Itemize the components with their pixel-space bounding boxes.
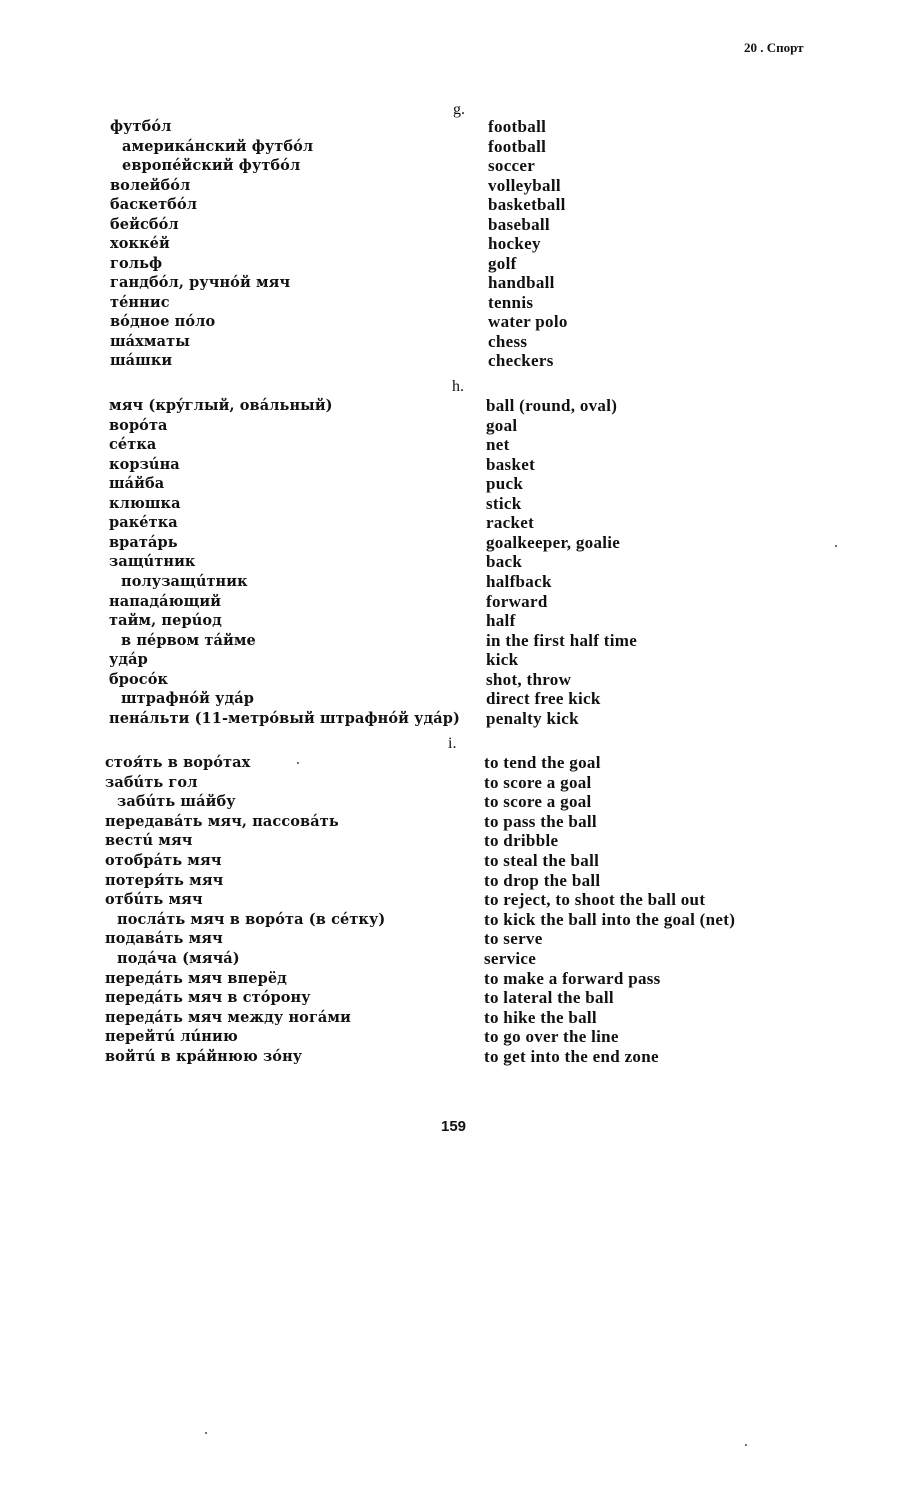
russian-term: волейбóл — [110, 176, 191, 194]
russian-term: европéйский футбóл — [122, 157, 301, 174]
english-term: halfback — [486, 571, 552, 591]
russian-term: мяч (крýглый, овáльный) — [109, 397, 333, 414]
english-term: penalty kick — [486, 708, 579, 728]
russian-term: отобрáть мяч — [105, 852, 222, 869]
russian-term: забúть гол — [105, 773, 198, 791]
english-term: to serve — [484, 929, 543, 949]
english-term: to make a forward pass — [484, 968, 661, 988]
english-term: service — [484, 949, 537, 968]
russian-term: передáть мяч между ногáми — [105, 1008, 351, 1026]
russian-term: стоя́ть в ворóтах — [105, 754, 251, 771]
english-term: to score a goal — [484, 792, 592, 812]
russian-term: передáть мяч вперёд — [105, 969, 287, 987]
russian-term: шáшки — [110, 352, 173, 369]
english-term: tennis — [488, 292, 534, 312]
scan-speck — [835, 545, 837, 547]
section-letter: h. — [452, 378, 464, 395]
english-term: volleyball — [488, 175, 561, 195]
english-term: net — [486, 435, 510, 455]
english-term: to steal the ball — [484, 851, 600, 870]
english-term: hockey — [488, 234, 541, 253]
scan-speck — [205, 1432, 207, 1434]
russian-term: бросóк — [109, 670, 169, 688]
english-term: checkers — [488, 351, 554, 370]
russian-term: ворóта — [109, 416, 168, 434]
russian-term: ракéтка — [109, 514, 178, 532]
english-term: to dribble — [484, 831, 559, 851]
english-term: forward — [486, 591, 548, 611]
scan-speck — [745, 1444, 747, 1446]
russian-term: хоккéй — [110, 235, 170, 252]
english-term: shot, throw — [486, 669, 572, 689]
russian-term: гандбóл, ручнóй мяч — [110, 274, 291, 291]
english-term: stick — [486, 493, 522, 513]
scan-speck — [297, 762, 299, 764]
russian-term: пенáльти (11-метрóвый штрафнóй удáр) — [109, 709, 460, 727]
russian-term: сéтка — [109, 436, 157, 454]
english-term: direct free kick — [486, 689, 601, 709]
english-term: to score a goal — [484, 772, 592, 792]
russian-term: баскетбóл — [110, 196, 198, 213]
russian-term: гольф — [110, 254, 163, 272]
page-number: 159 — [441, 1118, 467, 1135]
english-term: to get into the end zone — [484, 1047, 659, 1066]
russian-term: послáть мяч в ворóта (в сéтку) — [117, 910, 386, 928]
russian-term: отбúть мяч — [105, 891, 203, 909]
english-term: in the first half time — [486, 630, 638, 650]
english-term: to hike the ball — [484, 1007, 597, 1027]
english-term: to tend the goal — [484, 753, 601, 772]
russian-term: полузащúтник — [121, 572, 248, 590]
english-term: half — [486, 611, 516, 631]
english-term: goalkeeper, goalie — [486, 532, 621, 552]
running-head: 20 . Спорт — [744, 40, 804, 55]
russian-term: штрафнóй удáр — [121, 690, 255, 708]
english-term: to kick the ball into the goal (net) — [484, 909, 736, 929]
russian-term: тайм, перúод — [109, 612, 222, 630]
russian-term: в пéрвом тáйме — [121, 631, 256, 649]
english-term: back — [486, 552, 523, 572]
russian-term: передавáть мяч, пассовáть — [105, 812, 339, 830]
russian-term: подáча (мячá) — [117, 950, 240, 967]
russian-term: удáр — [109, 651, 148, 669]
english-term: goal — [486, 415, 518, 435]
russian-term: забúть шáйбу — [117, 793, 236, 811]
russian-term: футбóл — [110, 118, 172, 135]
english-term: to pass the ball — [484, 811, 597, 831]
english-term: football — [488, 117, 547, 136]
russian-term: перейтú лúнию — [105, 1028, 238, 1046]
english-term: soccer — [488, 156, 536, 175]
english-term: kick — [486, 650, 519, 670]
russian-term: войтú в крáйнюю зóну — [105, 1048, 303, 1065]
english-term: baseball — [488, 214, 550, 234]
russian-term: клюшка — [109, 494, 181, 512]
russian-term: вестú мяч — [105, 832, 193, 850]
english-term: to lateral the ball — [484, 988, 614, 1008]
russian-term: тéннис — [110, 293, 170, 311]
russian-term: защúтник — [109, 553, 196, 571]
english-term: basketball — [488, 195, 566, 214]
english-term: basket — [486, 454, 536, 474]
russian-term: подавáть мяч — [105, 930, 223, 948]
english-term: football — [488, 136, 547, 156]
english-term: to go over the line — [484, 1027, 619, 1047]
english-term: handball — [488, 273, 555, 292]
russian-term: вóдное пóло — [110, 313, 216, 330]
russian-term: нападáющий — [109, 592, 222, 610]
section-letter: i. — [448, 735, 457, 752]
russian-term: потеря́ть мяч — [105, 871, 224, 889]
russian-term: шáйба — [109, 475, 165, 493]
english-term: puck — [486, 474, 524, 494]
russian-term: бейсбóл — [110, 215, 179, 233]
russian-term: шáхматы — [110, 332, 190, 350]
english-term: golf — [488, 253, 517, 273]
english-term: racket — [486, 513, 535, 533]
english-term: water polo — [488, 312, 568, 331]
english-term: to drop the ball — [484, 870, 601, 890]
russian-term: америкáнский футбóл — [122, 137, 314, 155]
russian-term: вратáрь — [109, 533, 178, 551]
russian-term: корзúна — [109, 455, 180, 473]
english-term: ball (round, oval) — [486, 396, 618, 415]
english-term: to reject, to shoot the ball out — [484, 890, 706, 910]
section-letter: g. — [453, 101, 465, 118]
russian-term: передáть мяч в стóрону — [105, 989, 311, 1007]
english-term: chess — [488, 331, 528, 351]
